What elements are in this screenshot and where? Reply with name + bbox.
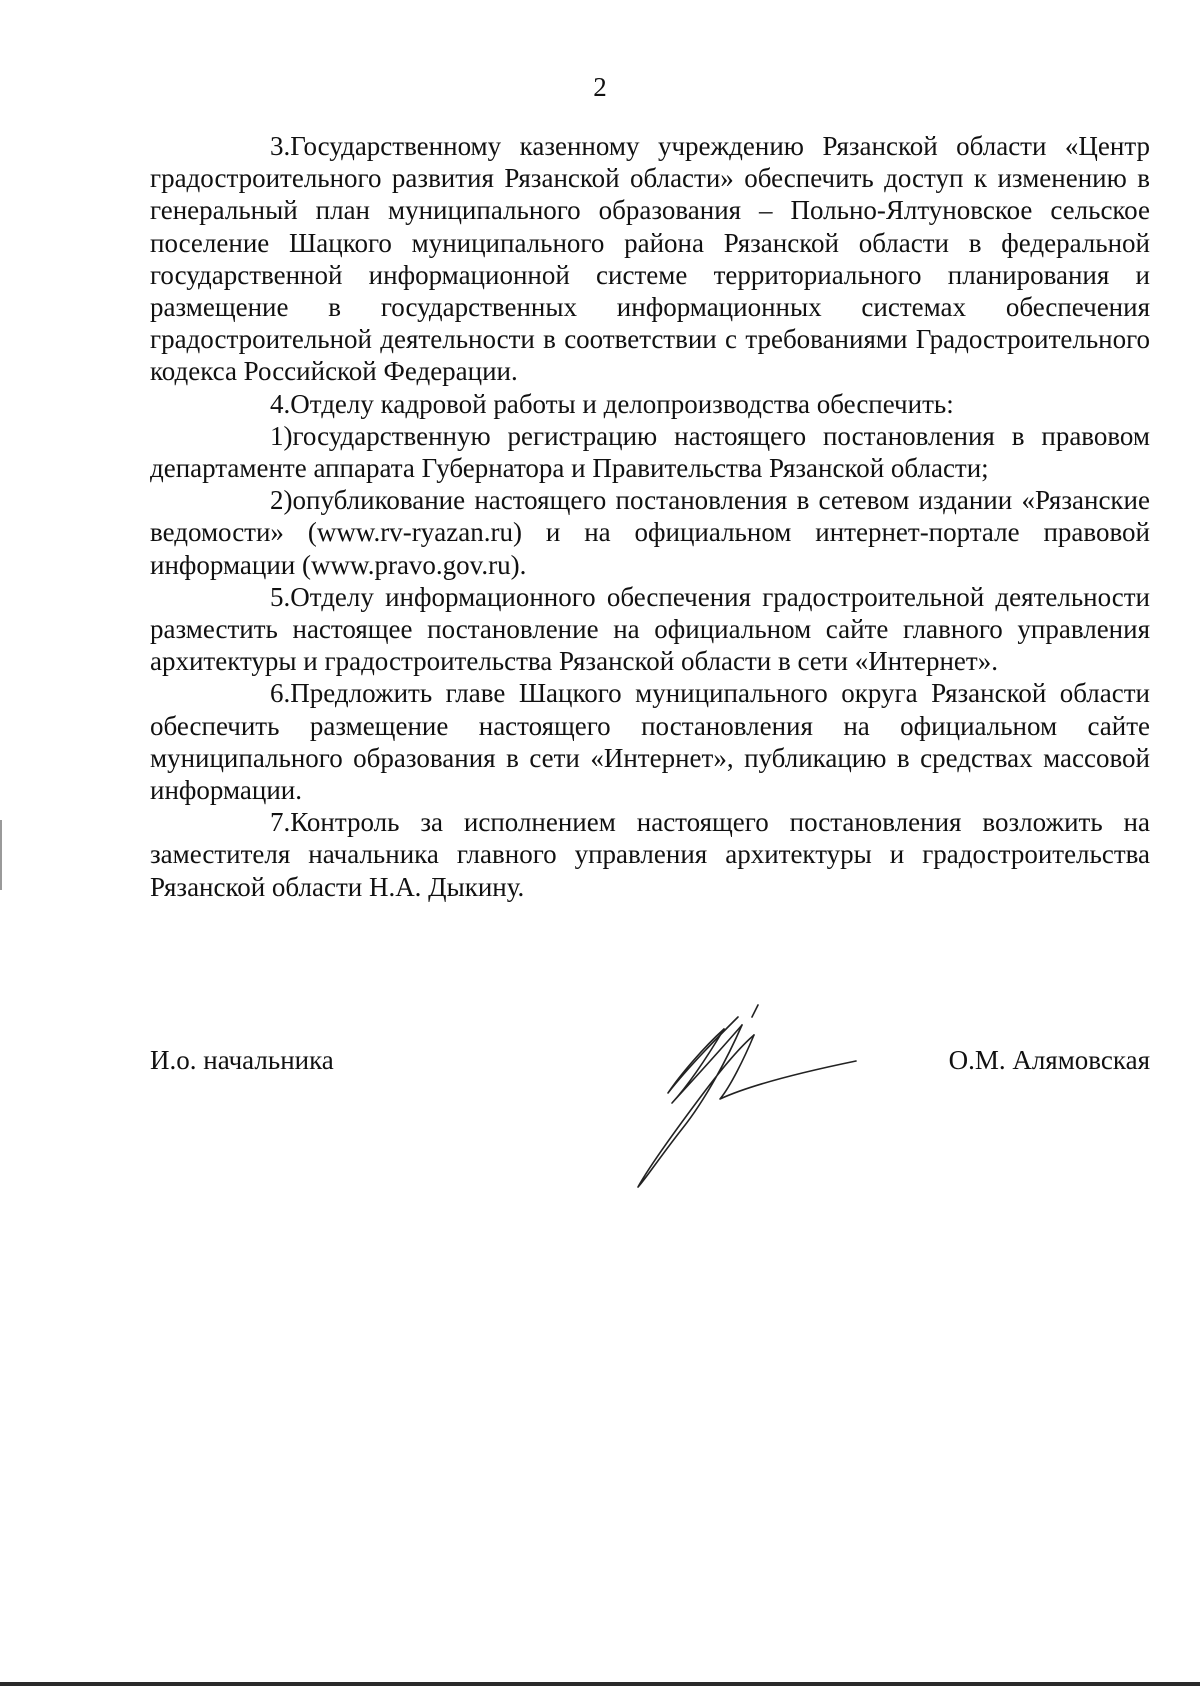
paragraph-number: 2) (270, 485, 293, 516)
handwritten-signature (620, 995, 860, 1200)
paragraph-text: опубликование настоящего постановления в сетевом издании «Рязанские ведомости» (www.rv-ryazan.ru) и на официальном интернет-портале правовой информации (www.pravo.gov.ru). (150, 485, 1150, 580)
paragraph-5 (150, 581, 1150, 678)
paragraph-6 (150, 677, 1150, 806)
paragraph-4 (150, 388, 1150, 420)
paragraph-4-2 (150, 484, 1150, 581)
paragraph-3 (150, 130, 1150, 388)
paragraph-number: 3. (270, 131, 291, 161)
paragraph-text: Отделу кадровой работы и делопроизводства обеспечить: (290, 388, 954, 419)
page-number: 2 (593, 72, 607, 102)
paragraph-4-1 (150, 420, 1150, 484)
paragraph-number: 6. (270, 678, 291, 709)
paragraph-number: 4. (270, 388, 291, 419)
paragraph-number: 7. (270, 807, 291, 838)
paragraph-text: Контроль за исполнением настоящего постановления возложить на заместителя начальника главного управления архитектуры и градостроительства Рязанской области Н.А. Дыкину. (150, 807, 1150, 902)
paragraph-text: Государственному казенному учреждению Рязанской области «Центр градостроительного развития Рязанской области» обеспечить доступ к изменению в генеральный план муниципального образования – Польно-Ялтуновское сельское поселение Шацкого муниципального района Рязанской области в федеральной государственной информационной системе территориального планирования и размещение в государственных информационных системах обеспечения градостроительной деятельности в соответствии с требованиями Градостроительного кодекса Российской Федерации. (150, 131, 1150, 387)
scan-edge-mark (0, 820, 2, 890)
signatory-position: И.о. начальника (150, 1045, 334, 1075)
paragraph-text: государственную регистрацию настоящего постановления в правовом департаменте аппарата Губернатора и Правительства Рязанской области; (150, 420, 1150, 484)
signatory-name: О.М. Алямовская (948, 1045, 1150, 1075)
paragraph-7 (150, 806, 1150, 903)
paragraph-number: 5. (270, 581, 291, 612)
paragraph-text: Предложить главе Шацкого муниципального округа Рязанской области обеспечить размещение настоящего постановления на официальном сайте муниципального образования в сети «Интернет», публикацию в средствах массовой информации. (150, 678, 1150, 806)
document-body (150, 130, 1150, 903)
paragraph-text: Отделу информационного обеспечения градостроительной деятельности разместить настоящее постановление на официальном сайте главного управления архитектуры и градостроительства Рязанской области в сети «Интернет». (150, 581, 1150, 677)
signature-block (150, 1045, 1150, 1195)
scan-edge-line (0, 1682, 1200, 1686)
paragraph-number: 1) (270, 420, 293, 451)
